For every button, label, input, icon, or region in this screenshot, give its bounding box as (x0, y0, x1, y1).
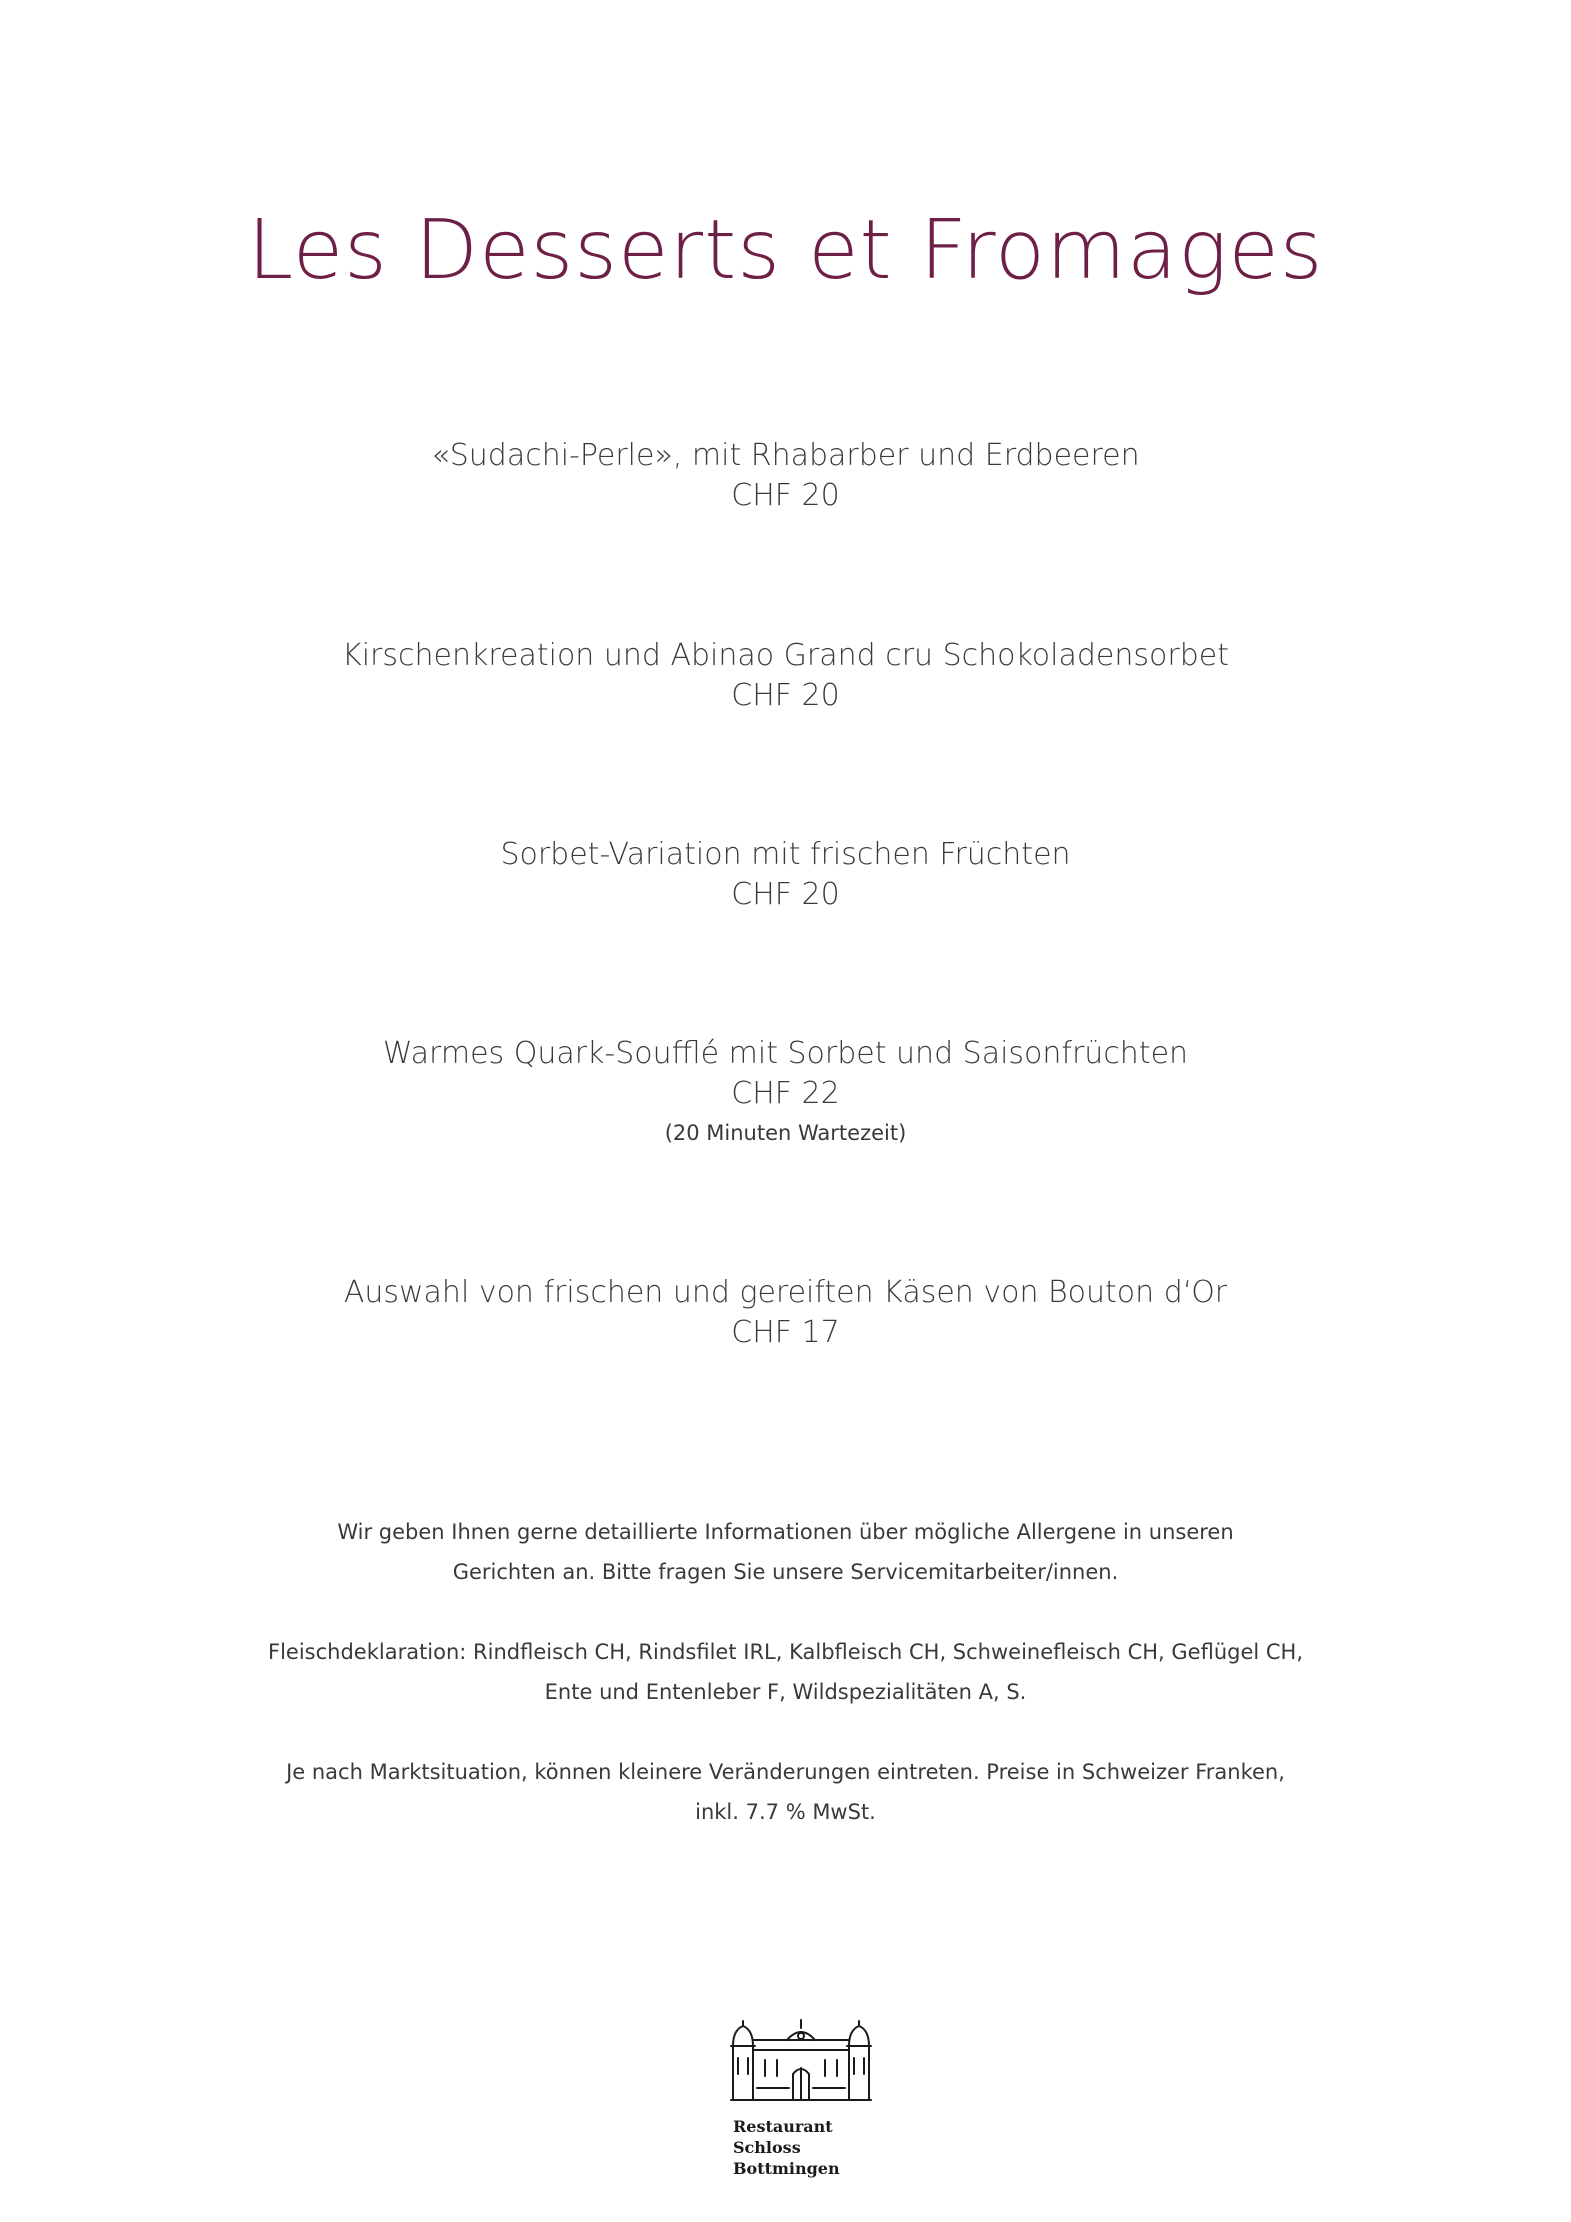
menu-item-note: (20 Minuten Wartezeit) (664, 1121, 907, 1145)
menu-item-name: Sorbet-Variation mit frischen Früchten (500, 837, 1071, 872)
menu-item-name: Kirschenkreation und Abinao Grand cru Schokoladensorbet (342, 638, 1229, 673)
menu-item-price: CHF 22 (731, 1076, 840, 1111)
menu-item (0, 636, 1571, 716)
logo-text: Restaurant Schloss Bottmingen (733, 2117, 840, 2178)
menu-item-price: CHF 20 (731, 877, 840, 912)
footer-notes (0, 1512, 1571, 1872)
allergen-note: Wir geben Ihnen gerne detaillierte Informationen über mögliche Allergene in unseren Gerichten an. Bitte fragen Sie unsere Servicemitarbeiter/innen. (337, 1520, 1234, 1584)
menu-item-price: CHF 17 (731, 1315, 840, 1350)
menu-item-price: CHF 20 (731, 678, 840, 713)
menu-item (0, 1273, 1571, 1353)
menu-item (0, 436, 1571, 516)
menu-item-name: «Sudachi-Perle», mit Rhabarber und Erdbeeren (431, 438, 1140, 473)
page-title: Les Desserts et Fromages (247, 203, 1324, 298)
menu-item-price: CHF 20 (731, 478, 840, 513)
castle-icon (729, 2018, 874, 2106)
menu-item-name: Warmes Quark-Soufflé mit Sorbet und Saisonfrüchten (382, 1036, 1189, 1071)
price-note: Je nach Marktsituation, können kleinere Veränderungen eintreten. Preise in Schweizer Franken, inkl. 7.7 % MwSt. (286, 1760, 1285, 1824)
meat-declaration: Fleischdeklaration: Rindfleisch CH, Rindsfilet IRL, Kalbfleisch CH, Schweinefleisch CH, Geflügel CH, Ente und Entenleber F, Wildspezialitäten A, S. (267, 1640, 1304, 1704)
restaurant-logo (729, 2018, 874, 2179)
menu-item (0, 1034, 1571, 1148)
menu-item-name: Auswahl von frischen und gereiften Käsen von Bouton d‘Or (343, 1275, 1228, 1310)
menu-item (0, 835, 1571, 915)
